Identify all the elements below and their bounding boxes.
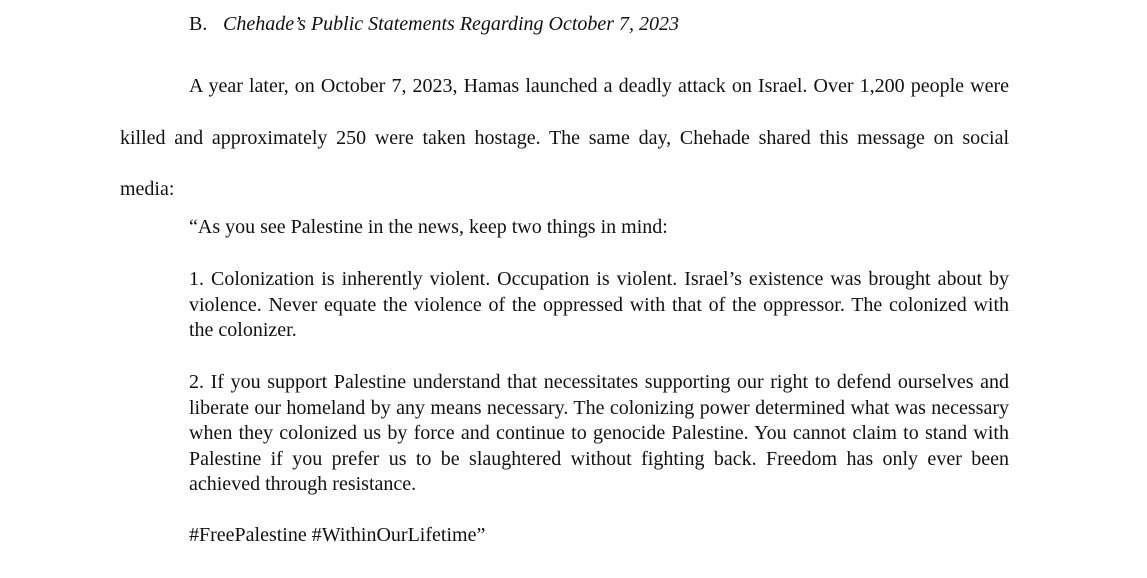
section-heading — [189, 10, 679, 38]
section-title: Chehade’s Public Statements Regarding October 7, 2023 — [223, 13, 680, 35]
quote-point-2: 2. If you support Palestine understand that necessitates supporting our right to defend ourselves and liberate our homeland by any means necessary. The colonizing power determined what was necessary when they colonized us by force and continue to genocide Palestine. You cannot claim to stand with Palestine if you prefer us to be slaughtered without fighting back. Freedom has only ever been achieved through resistance. — [189, 371, 1009, 495]
body-paragraph: A year later, on October 7, 2023, Hamas launched a deadly attack on Israel. Over 1,200 people were killed and approximately 250 were taken hostage. The same day, Chehade shared this message on social media: — [120, 75, 1009, 200]
quote-point-1: 1. Colonization is inherently violent. Occupation is violent. Israel’s existence was brought about by violence. Never equate the violence of the oppressed with that of the oppressor. The colonized with the colonizer. — [189, 268, 1009, 341]
quote-intro: “As you see Palestine in the news, keep two things in mind: — [189, 216, 668, 238]
section-letter: B. — [189, 13, 208, 35]
quote-hashtags: #FreePalestine #WithinOurLifetime” — [189, 524, 486, 546]
